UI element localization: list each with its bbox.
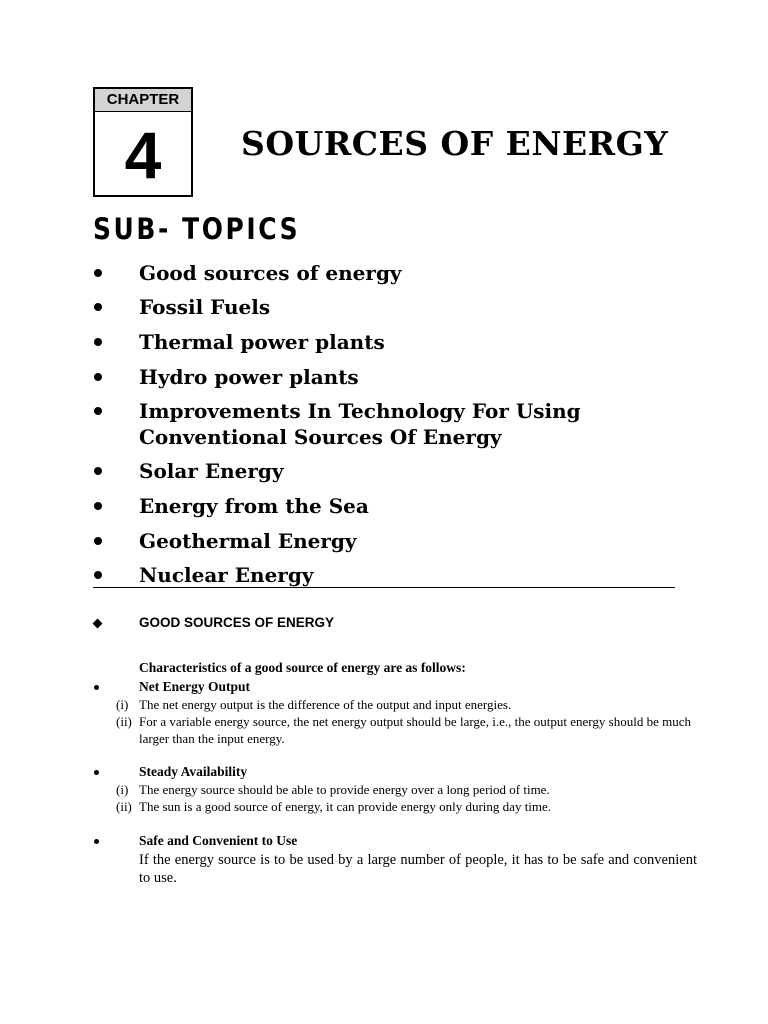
bullet-icon (94, 338, 102, 346)
item-text: The sun is a good source of energy, it can provide energy only during day time. (139, 799, 552, 814)
subtopic-item: Energy from the Sea (139, 494, 369, 518)
chapter-number: 4 (124, 118, 162, 192)
diamond-bullet-icon (93, 619, 103, 629)
bullet-icon (94, 269, 102, 277)
bullet-icon (94, 537, 102, 545)
item-text: For a variable energy source, the net energy output should be large, i.e., the output energy should be much larger than the input energy. (139, 714, 691, 746)
item-number: (ii) (116, 714, 132, 729)
divider (93, 587, 675, 588)
characteristic-title: Safe and Convenient to Use (139, 833, 298, 848)
bullet-icon (94, 407, 102, 415)
bullet-icon (94, 839, 99, 844)
bullet-icon (94, 770, 99, 775)
subtopic-item: Solar Energy (139, 459, 284, 483)
characteristic-title: Steady Availability (139, 764, 248, 779)
subtopic-item: Improvements In Technology For Using (139, 399, 581, 423)
section-intro: Characteristics of a good source of energy are as follows: (139, 660, 466, 675)
chapter-label: CHAPTER (95, 89, 191, 112)
subtopic-item: Geothermal Energy (139, 529, 357, 553)
item-number: (ii) (116, 799, 132, 814)
subtopic-item: Thermal power plants (139, 330, 385, 354)
subtopic-item-continued: Conventional Sources Of Energy (139, 425, 502, 449)
chapter-title: SOURCES OF ENERGY (241, 124, 669, 163)
bullet-icon (94, 303, 102, 311)
item-text: The net energy output is the difference of the output and input energies. (139, 697, 512, 712)
subtopic-item: Hydro power plants (139, 365, 359, 389)
subtopic-item: Nuclear Energy (139, 563, 314, 587)
bullet-icon (94, 373, 102, 381)
item-number: (i) (116, 697, 129, 712)
characteristic-paragraph: If the energy source is to be used by a large number of people, it has to be safe and convenient to use. (139, 852, 697, 886)
section-heading: GOOD SOURCES OF ENERGY (139, 615, 335, 630)
subtopic-item: Fossil Fuels (139, 295, 271, 319)
chapter-box (93, 87, 193, 197)
bullet-icon (94, 571, 102, 579)
bullet-icon (94, 467, 102, 475)
item-text: The energy source should be able to provide energy over a long period of time. (139, 782, 550, 797)
item-number: (i) (116, 782, 129, 797)
subtopic-item: Good sources of energy (139, 261, 402, 285)
subtopics-heading: SUB- TOPICS (93, 212, 301, 246)
characteristic-title: Net Energy Output (139, 679, 250, 694)
bullet-icon (94, 502, 102, 510)
bullet-icon (94, 685, 99, 690)
